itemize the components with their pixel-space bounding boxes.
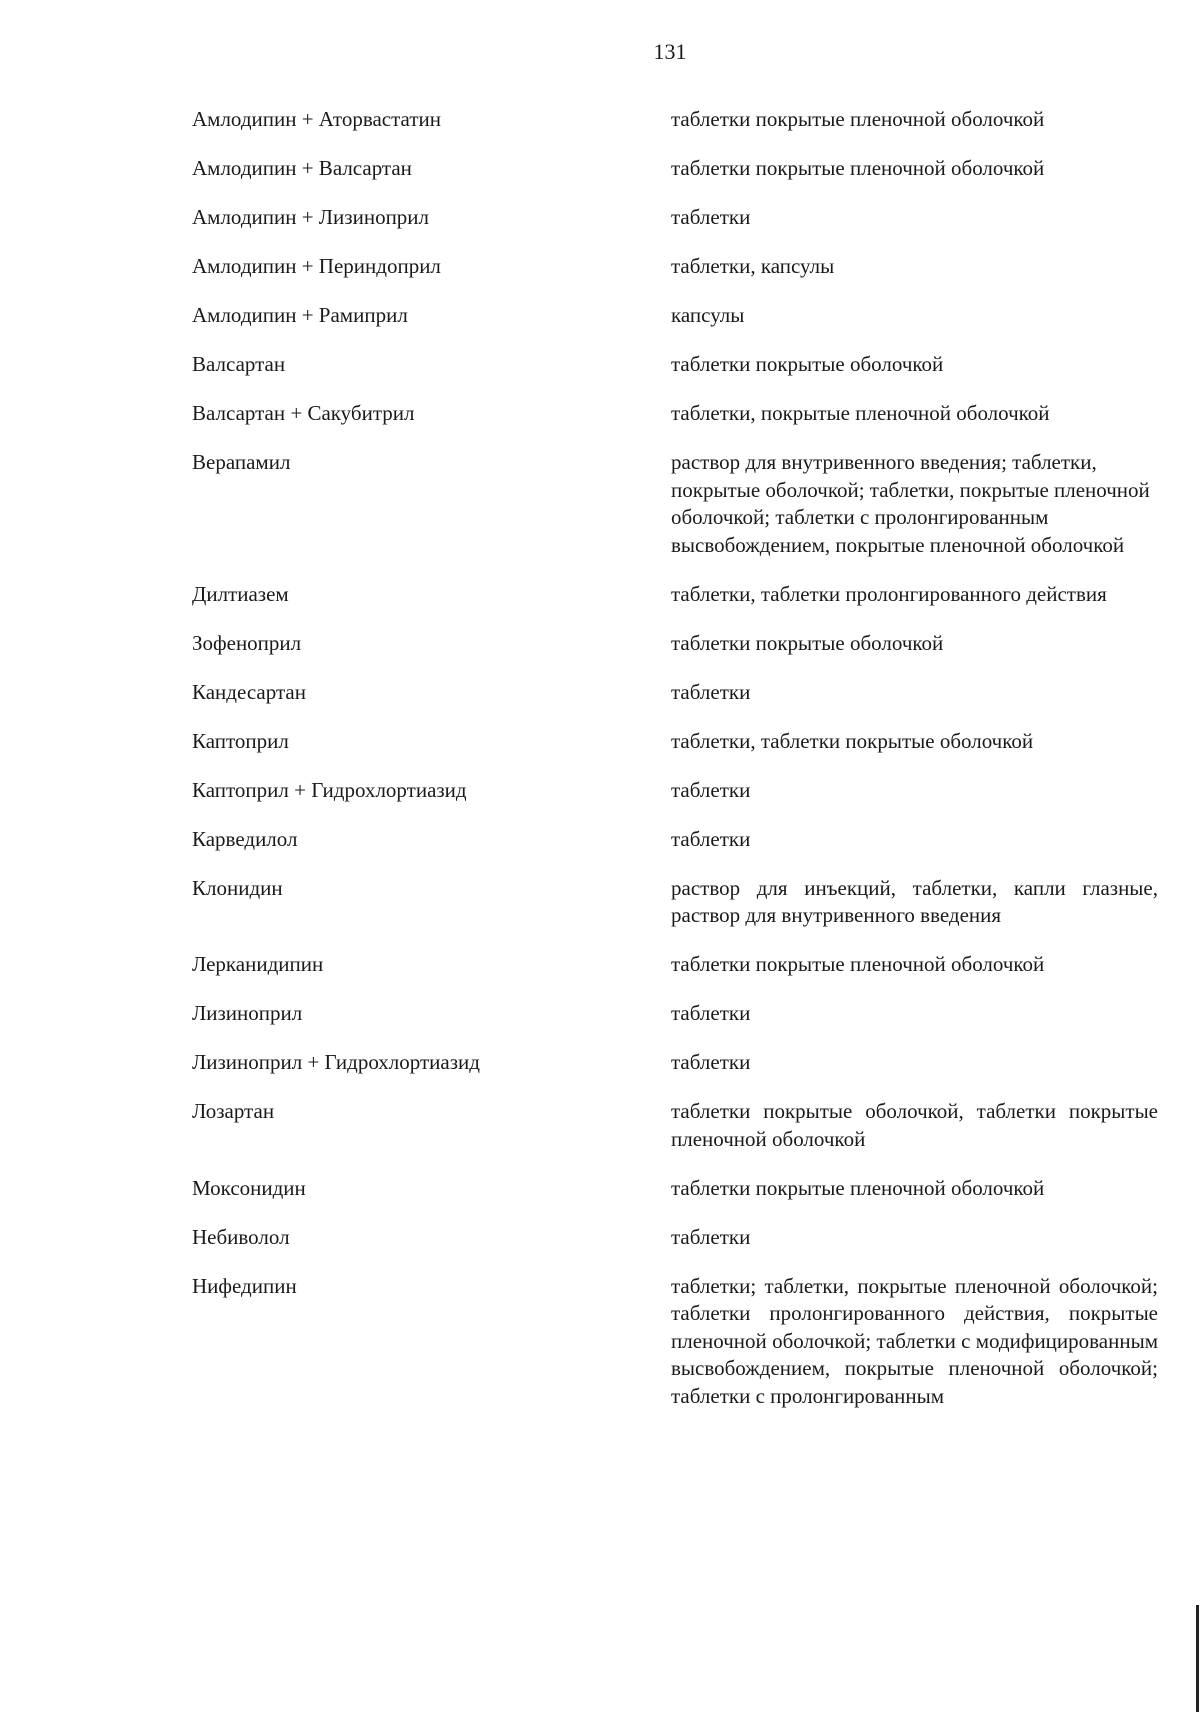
dosage-form: таблетки, покрытые пленочной оболочкой	[671, 401, 1050, 425]
dosage-form: таблетки покрытые оболочкой	[671, 630, 944, 655]
table-row	[192, 951, 1158, 979]
drug-name: Валсартан + Сакубитрил	[192, 401, 415, 425]
drug-table	[192, 106, 1158, 1410]
drug-name: Амлодипин + Рамиприл	[192, 303, 408, 327]
table-row	[192, 728, 1158, 756]
dosage-form: таблетки покрытые оболочкой, таблетки покрытые пленочной оболочкой	[671, 1099, 1158, 1151]
dosage-form: таблетки	[671, 1001, 751, 1025]
drug-name: Валсартан	[192, 352, 286, 376]
dosage-form: раствор для инъекций, таблетки, капли глазные, раствор для внутривенного введения	[671, 875, 1158, 927]
dosage-form: таблетки	[671, 1224, 751, 1249]
table-row	[192, 1273, 1158, 1411]
table-row	[192, 777, 1158, 805]
table-row	[192, 400, 1158, 428]
drug-name: Клонидин	[192, 875, 283, 900]
dosage-form: капсулы	[671, 303, 745, 327]
dosage-form: таблетки покрытые пленочной оболочкой	[671, 156, 1045, 180]
dosage-form: таблетки	[671, 826, 751, 851]
table-row	[192, 1049, 1158, 1077]
table-row	[192, 630, 1158, 658]
dosage-form: таблетки, таблетки покрытые оболочкой	[671, 728, 1034, 753]
table-row	[192, 679, 1158, 707]
table-row	[192, 106, 1158, 134]
dosage-form: таблетки покрытые оболочкой	[671, 352, 944, 376]
table-row	[192, 1098, 1158, 1153]
drug-name: Зофеноприл	[192, 630, 302, 655]
drug-name: Нифедипин	[192, 1273, 297, 1298]
table-row	[192, 302, 1158, 330]
table-row	[192, 875, 1158, 930]
drug-name: Амлодипин + Валсартан	[192, 156, 412, 180]
drug-name: Лозартан	[192, 1099, 275, 1123]
drug-name: Лерканидипин	[192, 952, 324, 976]
table-row	[192, 449, 1158, 559]
drug-name: Небиволол	[192, 1224, 290, 1249]
drug-name: Дилтиазем	[192, 581, 289, 606]
drug-name: Амлодипин + Аторвастатин	[192, 107, 441, 131]
table-row	[192, 253, 1158, 281]
drug-name: Карведилол	[192, 826, 298, 851]
dosage-form: таблетки	[671, 679, 751, 704]
dosage-form: таблетки покрытые пленочной оболочкой	[671, 107, 1045, 131]
drug-name: Лизиноприл	[192, 1001, 303, 1025]
table-row	[192, 826, 1158, 854]
page-number: 131	[653, 39, 687, 64]
dosage-form: таблетки, таблетки пролонгированного действия	[671, 581, 1107, 606]
drug-name: Верапамил	[192, 450, 291, 474]
scan-edge-divider	[1196, 1605, 1199, 1712]
drug-name: Моксонидин	[192, 1175, 306, 1200]
table-row	[192, 155, 1158, 183]
dosage-form: таблетки, капсулы	[671, 254, 835, 278]
dosage-form: таблетки	[671, 777, 751, 802]
dosage-form: таблетки покрытые пленочной оболочкой	[671, 952, 1045, 976]
dosage-form: таблетки покрытые пленочной оболочкой	[671, 1175, 1045, 1200]
table-row	[192, 1175, 1158, 1203]
drug-name: Амлодипин + Лизиноприл	[192, 205, 430, 229]
drug-name: Каптоприл + Гидрохлортиазид	[192, 777, 467, 802]
table-row	[192, 1224, 1158, 1252]
table-row	[192, 1000, 1158, 1028]
drug-name: Амлодипин + Периндоприл	[192, 254, 441, 278]
table-row	[192, 581, 1158, 609]
drug-name: Каптоприл	[192, 728, 289, 753]
dosage-form: таблетки	[671, 1050, 751, 1074]
drug-name: Лизиноприл + Гидрохлортиазид	[192, 1050, 480, 1074]
dosage-form: таблетки	[671, 205, 751, 229]
drug-name: Кандесартан	[192, 679, 306, 704]
dosage-form: таблетки; таблетки, покрытые пленочной оболочкой; таблетки пролонгированного действия, покрытые пленочной оболочкой; таблетки с модифицированным высвобождением, покрытые пленочной оболочкой; таблетки с пролонгированным	[671, 1273, 1158, 1408]
table-row	[192, 204, 1158, 232]
table-row	[192, 351, 1158, 379]
dosage-form: раствор для внутривенного введения; таблетки, покрытые оболочкой; таблетки, покрытые пленочной оболочкой; таблетки с пролонгированным высвобождением, покрытые пленочной оболочкой	[671, 450, 1150, 557]
